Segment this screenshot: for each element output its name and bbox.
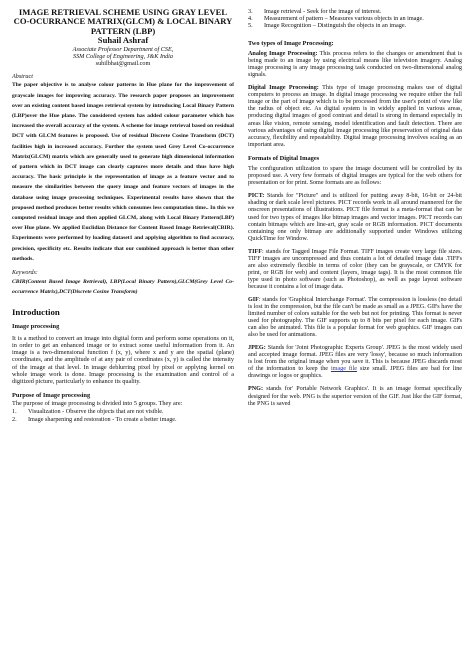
author-email: suhilbhat@gmail.com (95, 60, 151, 68)
jpeg-text: Stands for 'Joint Photographic Experts Group'. JPEG is the most widely used and accepted image format. JPEG files are very 'lossy', because so much information is lost from the original image when you save it. This is because JPEG discards most of the information to keep the (248, 345, 462, 373)
author-name: Suhail Ashraf (97, 35, 149, 46)
list-number: 2. (12, 415, 17, 423)
introduction-heading: Introduction (12, 307, 60, 318)
pict-heading: PICT: (248, 193, 265, 200)
formats-text: The configuration utilization to spare the image document will be controlled by its proposed use. A very few formats of digital images are typical for the web others for presentation or for print. Some formats are as follows: (248, 166, 462, 187)
keywords-text: CBIR(Content Based Image Retrieval), LBP(Local Binary Pattern),GLCM(Grey Level Co-occurrence Matrix),DCT(Discrete Cosine Transform) (12, 279, 234, 296)
abstract-text: The paper objective is to analyse colour patterns in Hue plane for the improvement of grayscale images for improving accuracy. The research paper proposes an improvement over an existing content based images retrieval system by introducing Local Binary Pattern (LBP)over the Hue plane. The considered system has added colour parameter which has increased the overall accuracy of the system. A scheme for image retrieval based on residual DCT with GLCM features is proposed. Use of residual Discrete Cosine Transform (DCT) facilities high in increased accuracy. Further the system used Grey Level Co-occurrence Matrix(GLCM) matrix which are generally used to generate high dimensional information of pattern which in DCT image can clearly captures more details and thus have high accuracy. The basic principle is the representation of image as a feature vector and to measure the similarities between the query image and feature vectors of images in the database using image processing techniques. Experimental results have shown that the proposed method produces better results which consumes less computation time.. In this we computed residual image and then applied GLCM, along with Local Binary Pattern(LBP) over Hue plane. We applied Euclidian Distance for Content Based Image Retrieval(CBIR). Experiments were performed by loading dataset1 and applying algorithm to find accuracy, precision, specificity etc. Results indicate that our combined approach is better than other methods. (12, 82, 234, 262)
png-text: stands for' Portable Network Graphics'. It is an image format specifically designed for the web. PNG is the superior version of the GIF. Just like the GIF format, the PNG is saved (248, 386, 462, 407)
list-item (248, 22, 462, 29)
affiliation-line: Associate Professor Department of CSE, (72, 45, 174, 53)
jpeg-paragraph (248, 345, 462, 380)
image-processing-heading: Image processing (12, 323, 60, 331)
tiff-text: : stands for Tagged Image File Format. TIFF images create very large file sizes. TIFF images are uncompressed and thus contain a lot of detailed image data .TIFFs are also extremely flexible in terms of color (they can be grayscale, or CMYK for print, or RGB for web) and content (layers, image tags). It is the most common file type used in photo software (such as Photoshop), as well as page layout software because it contains a lot of image data. (248, 248, 462, 290)
purpose-intro: The purpose of image processing is divided into 5 groups. They are: (12, 400, 183, 408)
left-column (12, 0, 234, 423)
list-text: Visualization - Observe the objects that are not visible. (28, 408, 164, 416)
list-text: Image Recognition – Distinguish the objects in an image. (264, 22, 407, 30)
digital-text: This type of image processing makes use of digital computers to process an image. In digital image processing we require either the full image or the part of image which is to be processed from the user's point of view like the radius of object etc. As digital system is in widely applied in various areas, producing digital images of good contrast and detail is strong in demand especially in areas like vision, remote sensing, model identification and fault detection. There are various advantages of using digital image processing like preservation of original data accuracy, flexibility and repeatability. Digital image processing involves scaling as an important area. (248, 85, 462, 148)
png-heading: PNG: (248, 386, 264, 393)
jpeg-heading: JPEG: (248, 345, 266, 352)
list-item (248, 15, 462, 22)
digital-paragraph (248, 85, 462, 148)
purpose-heading: Purpose of Image processing (12, 391, 91, 399)
tiff-heading: TIFF (248, 248, 262, 255)
list-number: 3. (248, 8, 253, 15)
tiff-paragraph (248, 249, 462, 291)
gif-heading: GIF (248, 296, 259, 303)
analog-paragraph (248, 51, 462, 79)
list-number: 5. (248, 22, 253, 30)
gif-text: : stands for 'Graphical Interchange Format'. The compression is lossless (no detail is lost in the compression, but the file can't be made as small as a JPEG. GIFs have the limited number of colors suitable for the web but not for printing. This format is never used for photography. The GIF supports up to 8 bits per pixel for each image. GIFs can also be animated. This file is a popular format for web graphics. GIF images can also be used for animations. (248, 296, 462, 339)
list-text: Image retrieval - Seek for the image of interest. (264, 8, 382, 15)
paper-title: IMAGE RETRIEVAL SCHEME USING GRAY LEVEL CO-OCURRANCE MATRIX(GLCM) & LOCAL BINARY PATTERN (LBP) (13, 7, 233, 36)
list-text: Image sharpening and restoration - To create a better image. (28, 415, 177, 423)
formats-heading: Formats of Digital Images (248, 154, 320, 162)
right-column (248, 0, 462, 414)
analog-text: This process refers to the changes or amendment that is being made to an image by using electrical means like television imagery. Analog image processing is any image processing task conducted on two-dimensional analog signals. (248, 51, 462, 79)
list-number: 1. (12, 408, 17, 416)
list-item (12, 416, 234, 423)
affiliation-line: SSM College of Engineering, J&K India (72, 53, 173, 61)
types-heading: Two types of Image Processing: (248, 39, 334, 47)
jpeg-text-end: size small. JPEG files are bad for line drawings or logos or graphics. (248, 366, 462, 380)
digital-heading: Digital Image Processing: (248, 85, 319, 92)
analog-heading: Analog Image Processing: (248, 51, 318, 58)
pict-text: Stands for "Picture" and is utilized for putting away 8-bit, 16-bit or 24-bit shading or dark scale level pictures. PICT records work in all around mannered for the onscreen presentations of illustrations. PICT file format is a meta-format that can be used for two types of images like bitmap images and vector images. PICT records can contain bitmaps which are line-art, gray scale or RGB information. PICT documents containing one only bitmap are additionally supported under Windows utilizing QuickTime for Window. (248, 193, 462, 242)
keywords-heading: Keywords: (12, 270, 38, 277)
abstract-heading: Abstract (12, 73, 33, 81)
image-processing-text: It is a method to convert an image into digital form and perform some operations on it, in order to get an enhanced image or to extract some useful information from it. An image is a two-dimensional function f (x, y), where x and y are the spatial (plane) coordinates, and the amplitude of at any pair of coordinates (x, y) is called the intensity of the image at that level. In image deblurring pixel by pixel or applying kernel on whole image work is done. Image processing is the examination and control of a digitized picture, particularly to enhance its quality. (12, 334, 234, 386)
png-paragraph (248, 386, 462, 407)
list-text: Measurement of pattern – Measures various objects in an image. (264, 15, 424, 23)
pict-paragraph (248, 193, 462, 242)
list-item (12, 408, 234, 415)
list-number: 4. (248, 15, 253, 23)
image-file-link[interactable]: image file (330, 366, 358, 373)
list-item (248, 8, 462, 15)
gif-paragraph (248, 297, 462, 339)
